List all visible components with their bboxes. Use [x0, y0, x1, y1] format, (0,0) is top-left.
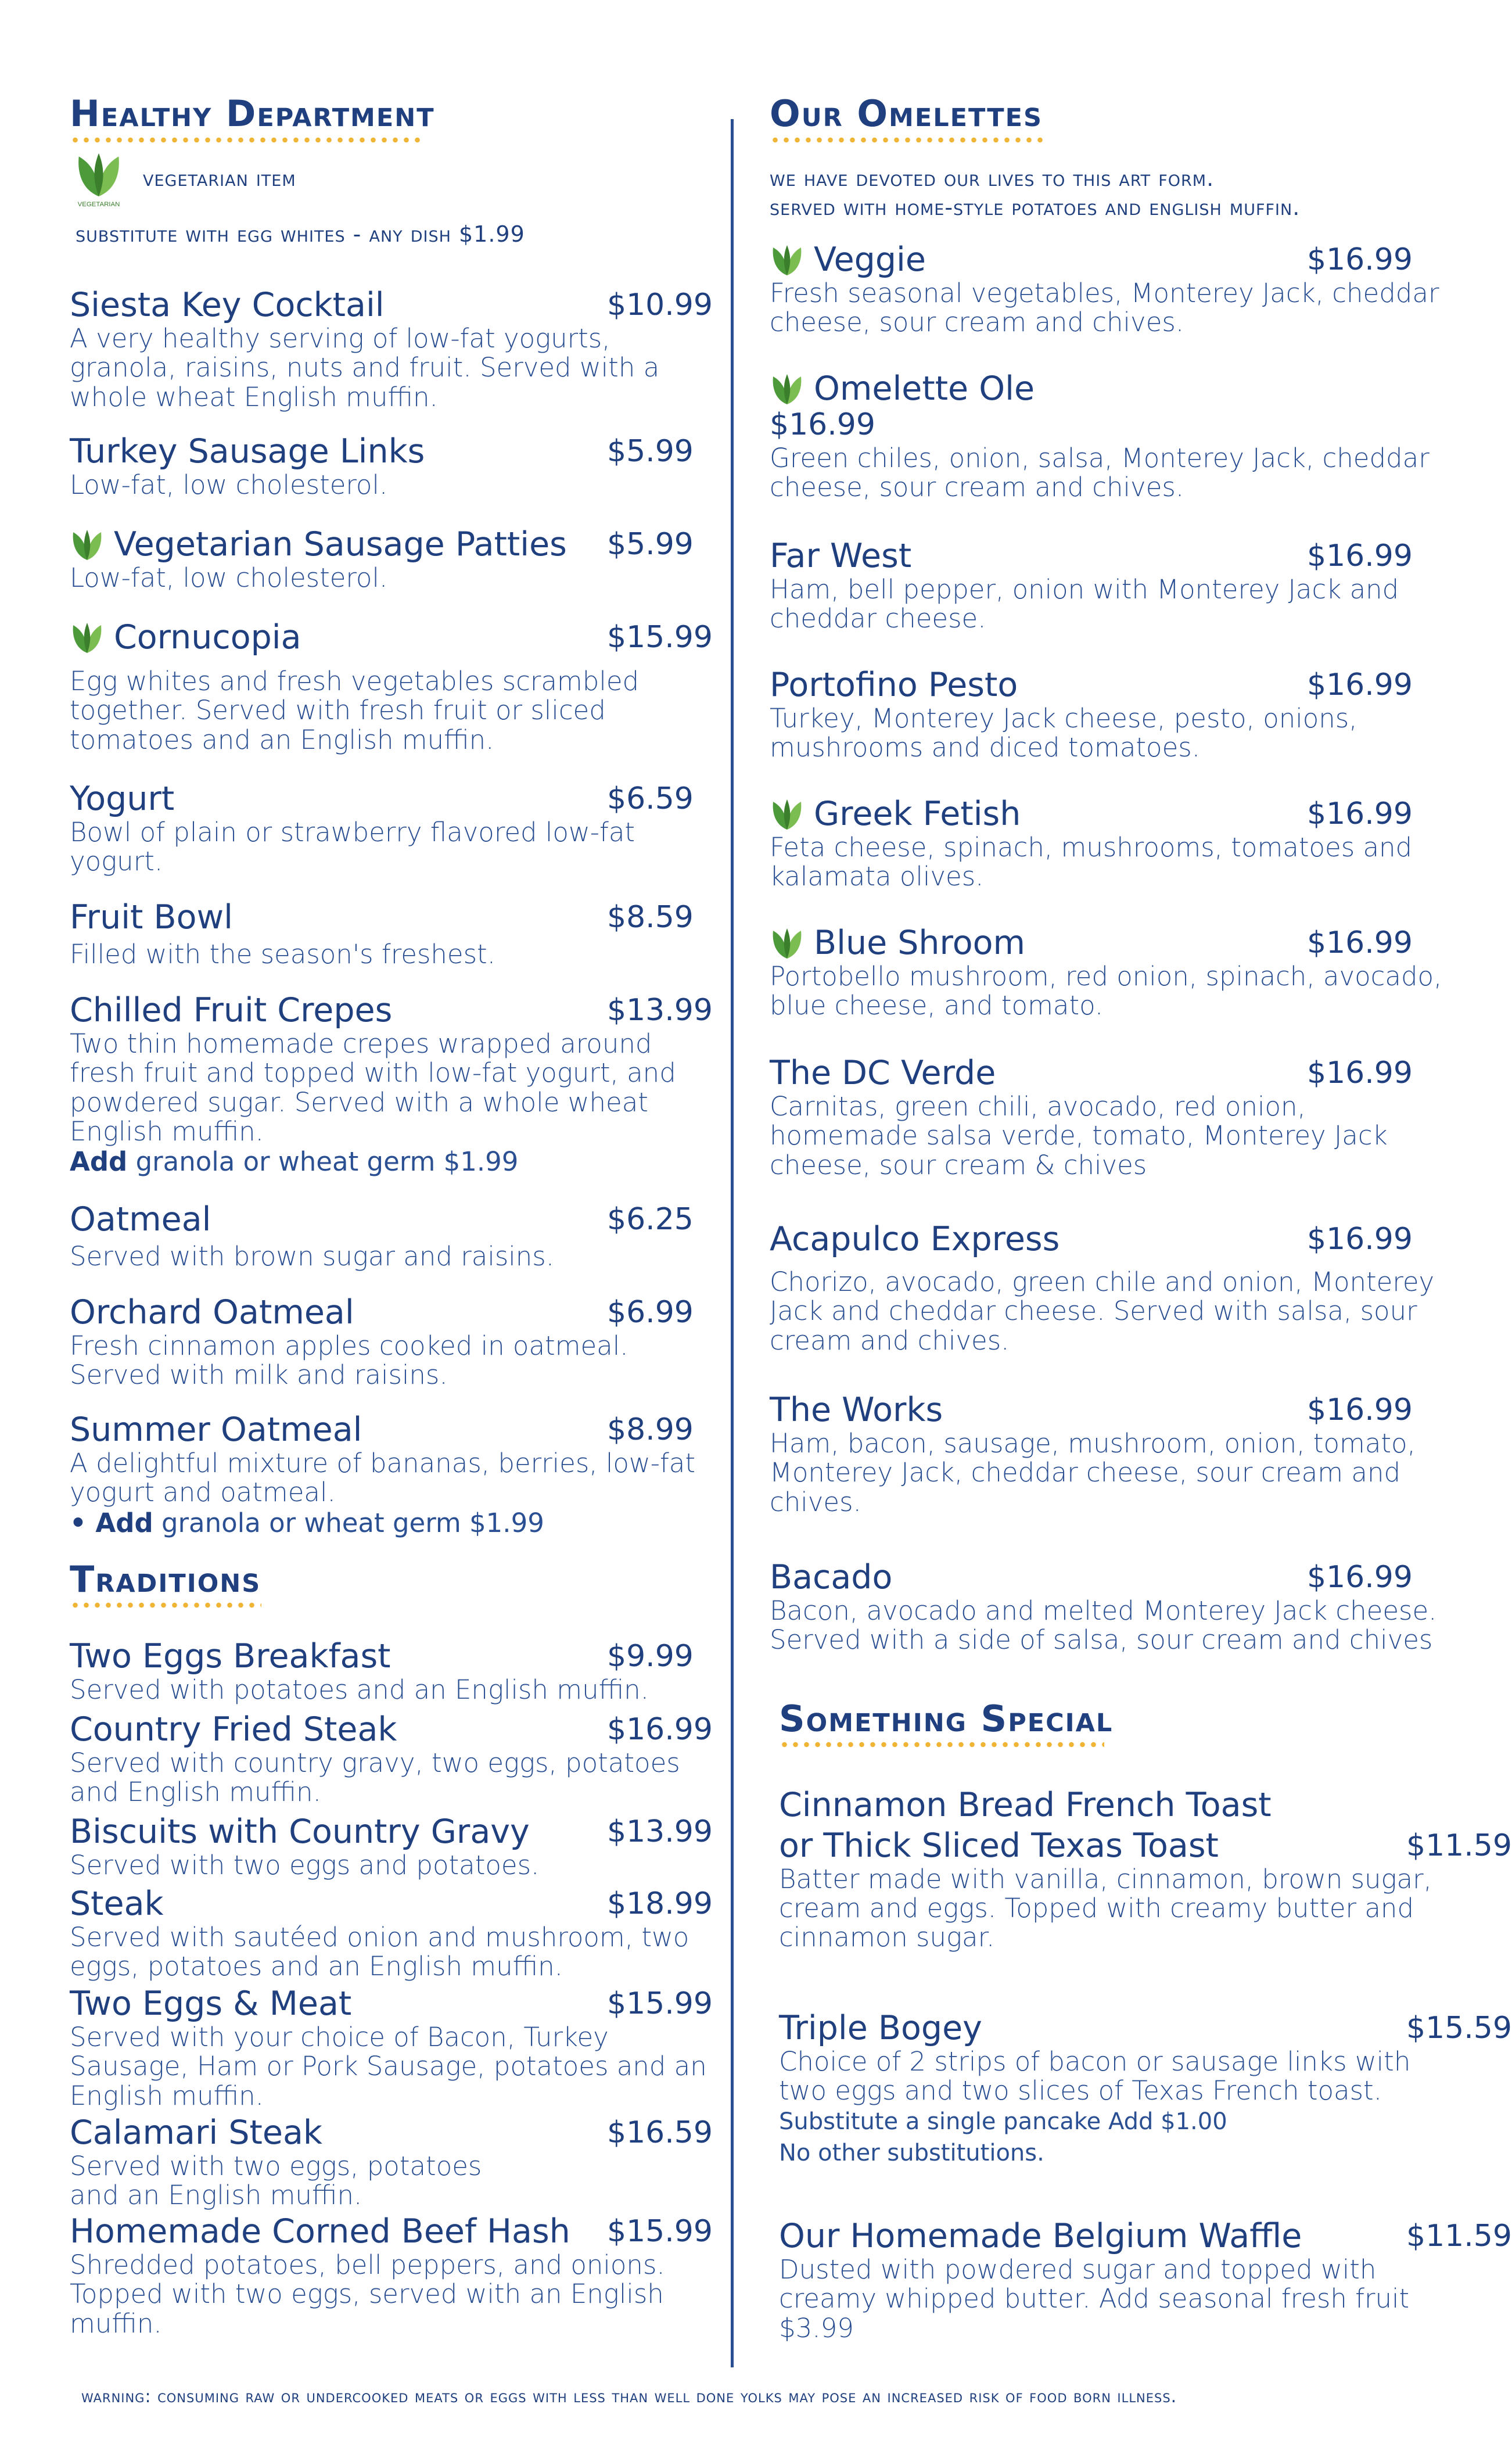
item-name: Oatmeal [70, 1200, 211, 1239]
item-price: $16.99 [607, 1712, 713, 1747]
item-description: Ham, bell pepper, onion with Monterey Jack and cheddar cheese. [770, 573, 1399, 634]
item-description: Shredded potatoes, bell peppers, and onions. Topped with two eggs, served with an English muffin. [70, 2249, 665, 2339]
add-on-text: granola or wheat germ $1.99 [127, 1146, 519, 1178]
omelettes-subtitle: served with home-style potatoes and english muffin. [770, 195, 1301, 220]
add-on-line [70, 1146, 714, 1178]
item-price: $5.99 [607, 527, 694, 562]
menu-item [770, 243, 1443, 338]
menu-item [70, 288, 714, 412]
omelettes-section-title: Our Omelettes [770, 92, 1043, 135]
item-name: Biscuits with Country Gravy [70, 1813, 530, 1851]
item-name: Fruit Bowl [70, 898, 233, 936]
vegetarian-legend [70, 150, 296, 208]
vegetarian-leaf-icon [770, 797, 805, 832]
item-description: A delightful mixture of bananas, berries, low-fat yogurt and oatmeal. [70, 1447, 696, 1508]
item-name: Triple Bogey [779, 2009, 982, 2047]
menu-item [70, 1200, 714, 1272]
item-name: Omelette Ole [814, 369, 1035, 408]
vegetarian-leaf-icon [770, 926, 805, 961]
item-description: Fresh cinnamon apples cooked in oatmeal. Served with milk and raisins. [70, 1330, 628, 1391]
item-price: $8.59 [607, 900, 694, 935]
item-name: Orchard Oatmeal [70, 1293, 354, 1332]
item-name: Homemade Corned Beef Hash [70, 2212, 570, 2251]
item-description: Choice of 2 strips of bacon or sausage links with two eggs and two slices of Texas French toast. [779, 2046, 1411, 2107]
item-name: Calamari Steak [70, 2114, 322, 2152]
item-name: Vegetarian Sausage Patties [114, 525, 567, 564]
item-price: $15.59 [1406, 2011, 1512, 2046]
item-price: $16.59 [607, 2115, 713, 2150]
menu-item [70, 432, 714, 500]
item-description: Filled with the season's freshest. [70, 938, 496, 970]
item-price: $5.99 [607, 434, 694, 469]
item-price: $16.99 [1307, 668, 1413, 702]
item-description: Served with country gravy, two eggs, potatoes and English muffin. [70, 1747, 680, 1808]
item-price: $13.99 [607, 993, 713, 1028]
item-price: $16.99 [1307, 1393, 1413, 1427]
traditions-section-title: Traditions [70, 1558, 261, 1601]
item-price: $9.99 [607, 1639, 694, 1674]
item-name: Cinnamon Bread French Toast [779, 1786, 1272, 1824]
item-name: Turkey Sausage Links [70, 432, 425, 471]
item-description: Low-fat, low cholesterol. [70, 562, 388, 593]
item-price: $11.59 [1406, 1828, 1512, 1863]
item-price: $15.99 [607, 2214, 713, 2249]
menu-item [779, 1786, 1512, 1953]
item-description: Low-fat, low cholesterol. [70, 469, 388, 500]
item-description: Green chiles, onion, salsa, Monterey Jack, cheddar cheese, sour cream and chives. [770, 442, 1430, 503]
menu-item [70, 1987, 714, 2111]
item-price: $16.99 [1307, 925, 1413, 960]
menu-item [70, 525, 714, 593]
title-dots [779, 1742, 1104, 1748]
item-name: Two Eggs & Meat [70, 1985, 352, 2023]
item-price: $16.99 [1307, 1560, 1413, 1595]
item-name: Portofino Pesto [770, 666, 1018, 704]
item-description: Turkey, Monterey Jack cheese, pesto, onions, mushrooms and diced tomatoes. [770, 702, 1357, 763]
item-price: $15.99 [607, 620, 713, 655]
menu-item [70, 900, 714, 969]
menu-item [70, 1639, 714, 1705]
item-name: or Thick Sliced Texas Toast [779, 1826, 1219, 1865]
item-name: Steak [70, 1885, 164, 1923]
item-price: $6.25 [607, 1202, 694, 1237]
item-description: Served with your choice of Bacon, Turkey Sausage, Ham or Pork Sausage, potatoes and an English muffin. [70, 2021, 707, 2111]
menu-item [70, 782, 714, 877]
item-description: Served with brown sugar and raisins. [70, 1240, 555, 1272]
item-name-row [770, 369, 1443, 408]
menu-item [779, 2217, 1512, 2344]
menu-item [70, 2116, 714, 2211]
menu-item [770, 926, 1443, 1021]
item-description: Served with potatoes and an English muffin. [70, 1674, 649, 1705]
menu-item [770, 539, 1443, 634]
item-name: Cornucopia [114, 618, 301, 657]
item-description: Batter made with vanilla, cinnamon, brown sugar, cream and eggs. Topped with creamy butter and cinnamon sugar. [779, 1863, 1432, 1953]
item-price: $16.99 [1307, 242, 1413, 277]
item-name: Summer Oatmeal [70, 1411, 362, 1449]
add-on-line [70, 1508, 714, 1539]
menu-item [70, 1887, 714, 1982]
item-name: Greek Fetish [814, 795, 1021, 834]
menu-item [770, 369, 1443, 503]
item-description: Served with two eggs and potatoes. [70, 1849, 540, 1881]
item-description: Feta cheese, spinach, mushrooms, tomatoes and kalamata olives. [770, 832, 1413, 892]
item-name: The DC Verde [770, 1054, 996, 1092]
add-label: Add [70, 1146, 128, 1178]
item-name: Bacado [770, 1558, 893, 1596]
omelettes-subtitle: we have devoted our lives to this art form. [770, 166, 1215, 191]
item-description: Egg whites and fresh vegetables scrambled together. Served with fresh fruit or sliced tomatoes and an English muffin. [70, 666, 640, 755]
vegetarian-leaf-icon [70, 528, 105, 562]
item-description: A very healthy serving of low-fat yogurts, granola, raisins, nuts and fruit. Served with a whole wheat English muffin. [70, 322, 660, 412]
title-dots [70, 137, 425, 143]
item-price: $6.59 [607, 781, 694, 816]
title-dots [770, 137, 1043, 143]
item-price: $6.99 [607, 1295, 694, 1330]
menu-item [70, 1293, 714, 1391]
menu-item [70, 1413, 714, 1539]
vegetarian-leaf-icon [70, 620, 105, 655]
item-name: Two Eggs Breakfast [70, 1637, 391, 1675]
vegetarian-leaf-icon [770, 372, 805, 407]
item-name: Veggie [814, 241, 926, 279]
item-name: Yogurt [70, 780, 175, 818]
item-price: $18.99 [607, 1886, 713, 1921]
menu-item [779, 2009, 1512, 2169]
item-name: Our Homemade Belgium Waffle [779, 2217, 1302, 2255]
menu-item [70, 1815, 714, 1880]
menu-item [770, 1560, 1443, 1655]
item-name: Country Fried Steak [70, 1710, 397, 1749]
special-section-title: Something Special [779, 1698, 1114, 1740]
item-note: No other substitutions. [779, 2139, 1044, 2166]
vegetarian-leaf-icon [770, 243, 805, 278]
menu-item [770, 668, 1443, 763]
item-description: Served with two eggs, potatoes and an English muffin. [70, 2150, 482, 2211]
item-price: $16.99 [1307, 796, 1413, 831]
menu-item [770, 797, 1443, 892]
item-name: Far West [770, 537, 912, 575]
menu-item [770, 1222, 1443, 1355]
item-description: Fresh seasonal vegetables, Monterey Jack, cheddar cheese, sour cream and chives. [770, 278, 1439, 338]
menu-item [770, 1393, 1443, 1517]
item-name: Siesta Key Cocktail [70, 286, 385, 324]
vegetarian-leaf-icon [70, 150, 128, 208]
item-description: Portobello mushroom, red onion, spinach, avocado, blue cheese, and tomato. [770, 961, 1442, 1021]
item-price: $15.99 [607, 1986, 713, 2021]
item-description: Dusted with powdered sugar and topped with creamy whipped butter. Add seasonal fresh fruit $3.99 [779, 2254, 1410, 2344]
menu-item [70, 2212, 714, 2339]
item-name: Blue Shroom [814, 924, 1026, 963]
menu-item [770, 1056, 1443, 1180]
item-price: $8.99 [607, 1412, 694, 1447]
item-name: Acapulco Express [770, 1220, 1060, 1258]
item-price: $13.99 [607, 1814, 713, 1849]
item-name: The Works [770, 1391, 943, 1429]
column-divider [731, 119, 734, 2367]
menu-item [70, 620, 714, 755]
food-safety-warning: warning: consuming raw or undercooked meats or eggs with less than well done yolks may pose an increased risk of food born illness. [81, 2387, 1177, 2407]
item-description: Bacon, avocado and melted Monterey Jack cheese. Served with a side of salsa, sour cream and chives [770, 1595, 1437, 1656]
healthy-section-title: Healthy Department [70, 92, 435, 135]
item-description: Bowl of plain or strawberry flavored low-fat yogurt. [70, 816, 635, 877]
item-price: $16.99 [1307, 1222, 1413, 1257]
add-label: • Add [70, 1507, 153, 1538]
add-on-text: granola or wheat germ $1.99 [153, 1507, 544, 1538]
menu-item [70, 993, 714, 1178]
item-price: $10.99 [607, 288, 713, 322]
item-description: Two thin homemade crepes wrapped around fresh fruit and topped with low-fat yogurt, and powdered sugar. Served with a whole wheat English muffin. [70, 1028, 676, 1147]
menu-item [70, 1710, 714, 1808]
item-note: Substitute a single pancake Add $1.00 [779, 2108, 1227, 2135]
item-name: Chilled Fruit Crepes [70, 991, 393, 1029]
item-description: Chorizo, avocado, green chile and onion, Monterey Jack and cheddar cheese. Served with salsa, sour cream and chives. [770, 1266, 1435, 1356]
item-price: $16.99 [1307, 539, 1413, 573]
svg-text:VEGETARIAN: VEGETARIAN [77, 201, 120, 209]
item-price: $16.99 [770, 407, 875, 442]
item-price: $16.99 [1307, 1056, 1413, 1090]
item-description: Carnitas, green chili, avocado, red onion, homemade salsa verde, tomato, Monterey Jack cheese, sour cream & chives [770, 1090, 1388, 1180]
item-description: Ham, bacon, sausage, mushroom, onion, tomato, Monterey Jack, cheddar cheese, sour cream and chives. [770, 1427, 1416, 1517]
legend-label: vegetarian item [143, 166, 296, 192]
item-description: Served with sautéed onion and mushroom, two eggs, potatoes and an English muffin. [70, 1921, 689, 1982]
item-price: $11.59 [1406, 2219, 1512, 2254]
egg-white-substitute: substitute with egg whites - any dish $1.99 [76, 221, 525, 247]
title-dots [70, 1602, 261, 1608]
